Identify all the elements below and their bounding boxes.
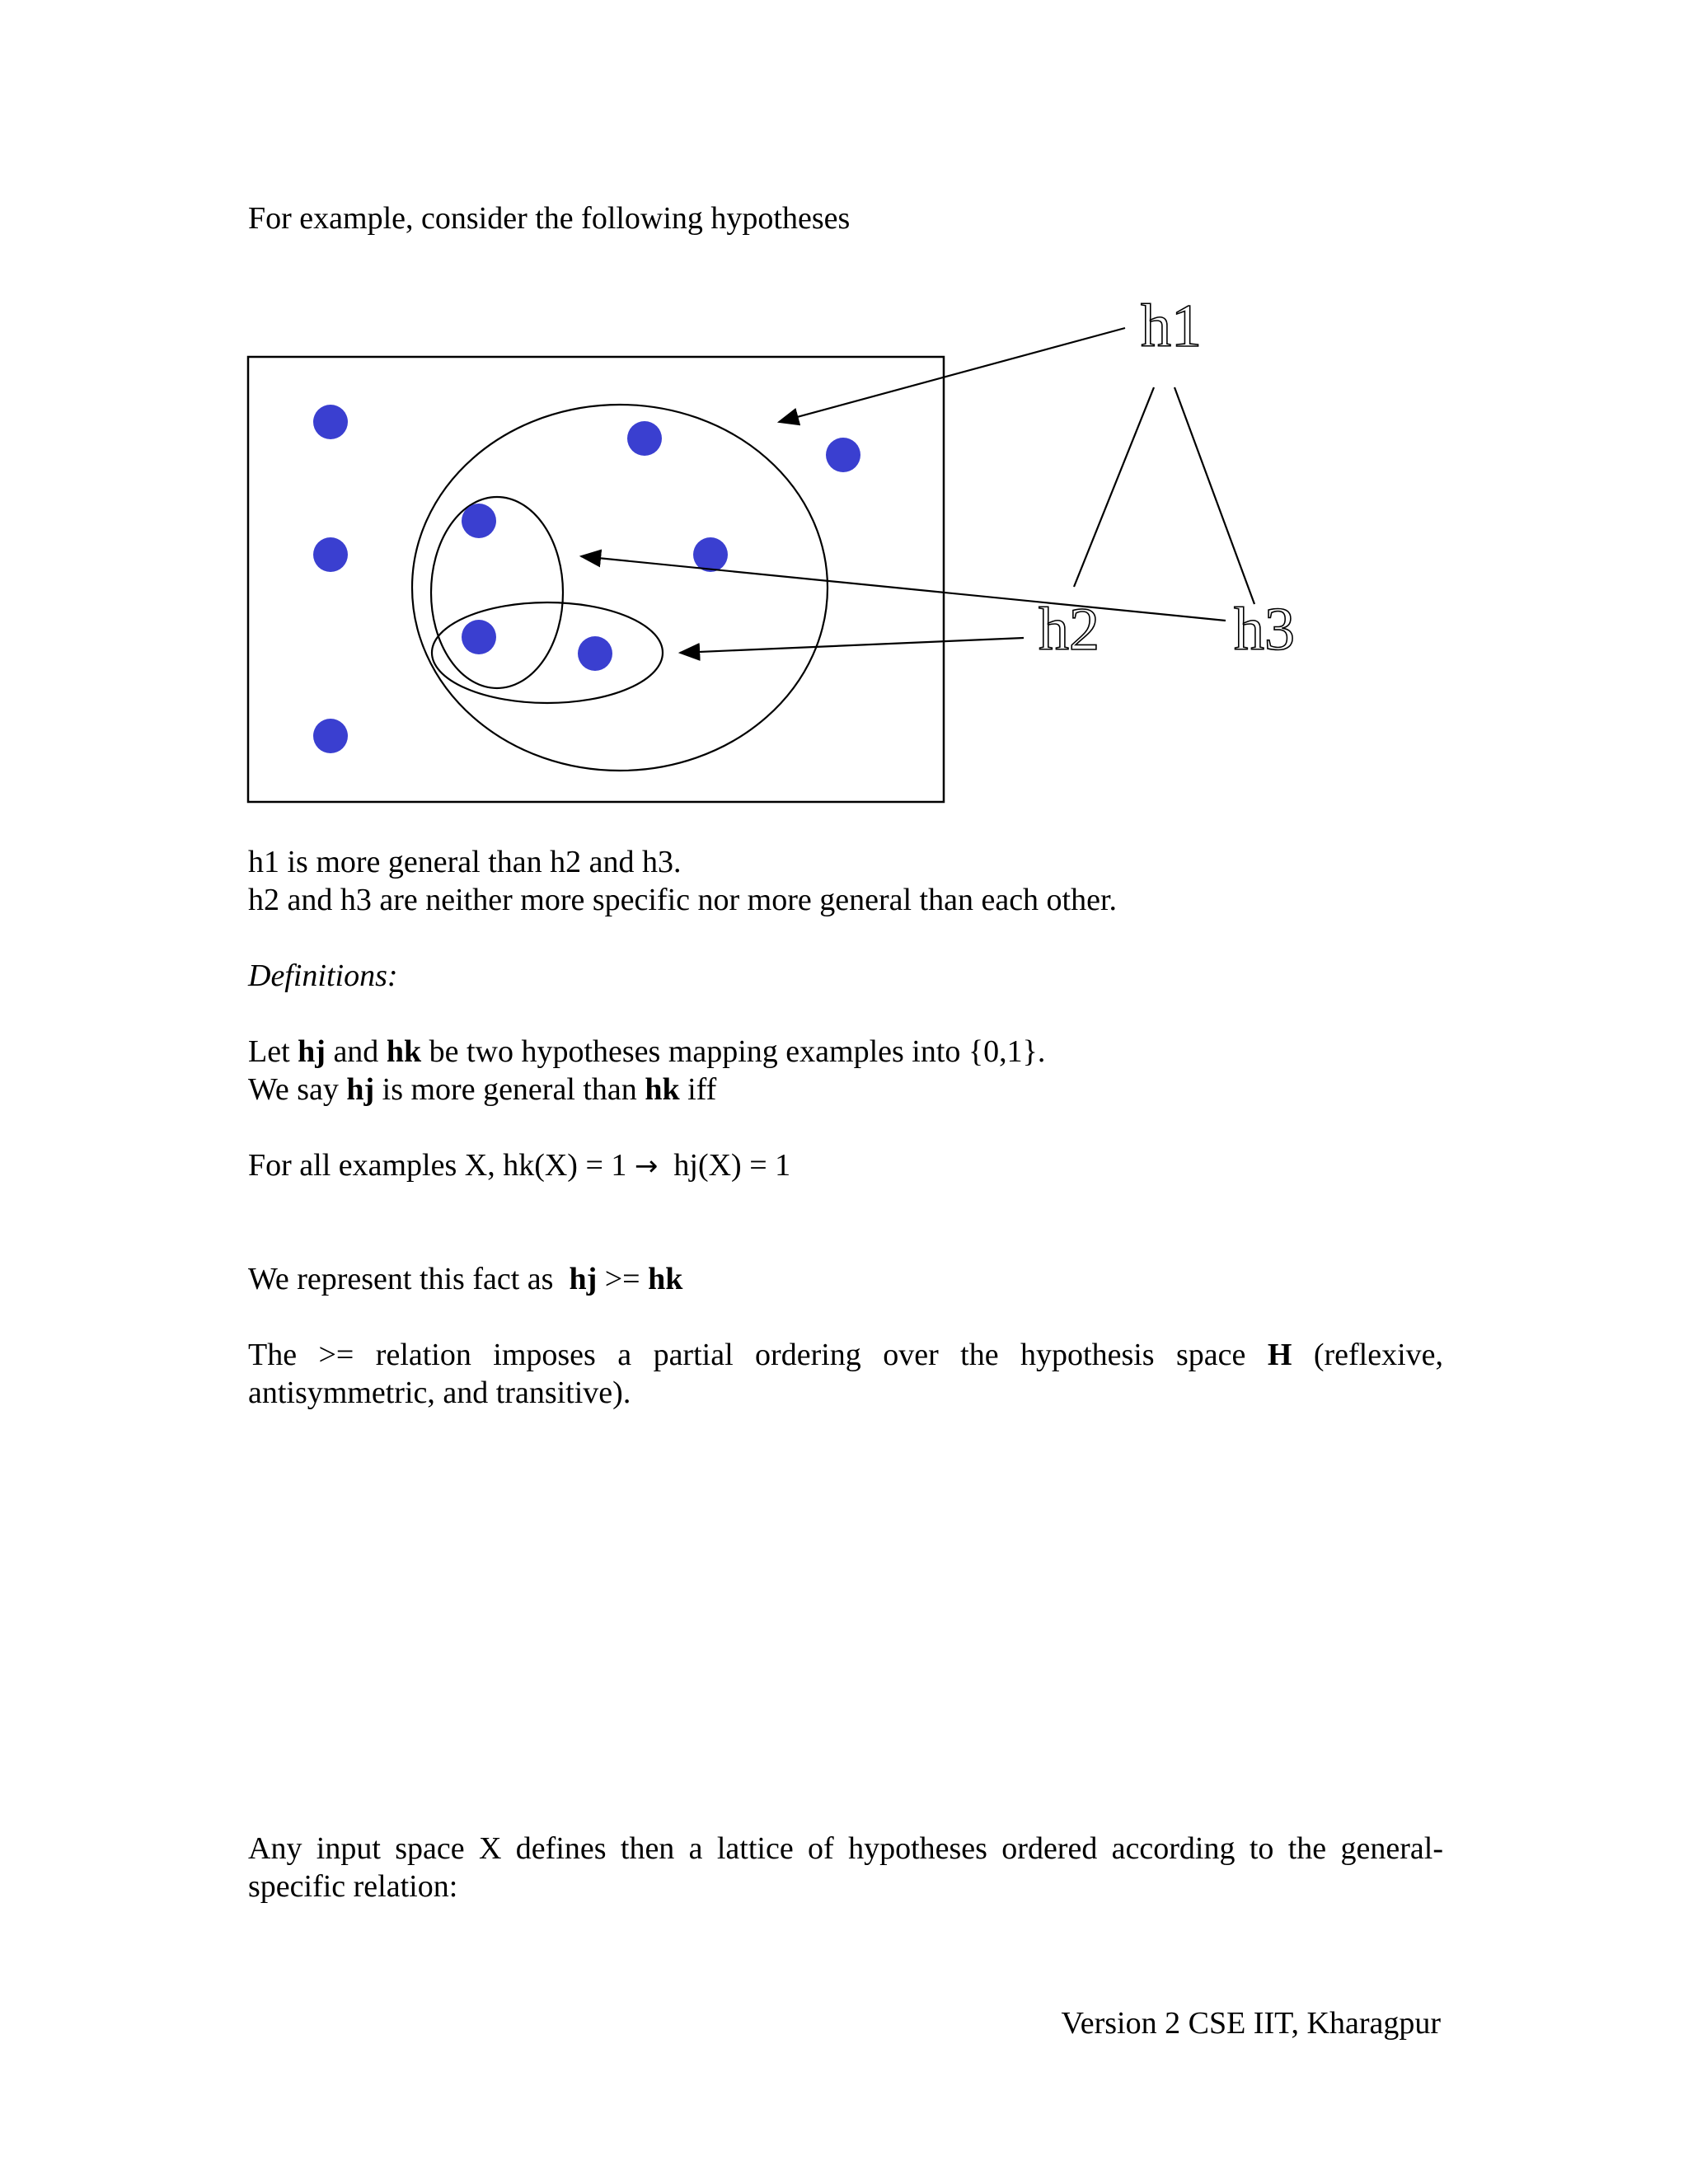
definition-text: Let — [248, 1034, 298, 1069]
point — [313, 537, 348, 572]
point — [462, 504, 496, 538]
hj-term: hj — [298, 1034, 326, 1069]
definitions-heading: Definitions: — [248, 958, 398, 993]
hk-term: hk — [648, 1262, 683, 1296]
hk-term: hk — [645, 1072, 680, 1107]
h2-arrow — [680, 638, 1024, 653]
definition-text: is more general than — [374, 1072, 645, 1107]
statement-line-1: h1 is more general than h2 and h3. — [248, 845, 682, 879]
implies-arrow-icon: → — [634, 1150, 659, 1183]
hypothesis-diagram — [0, 0, 1688, 824]
condition-right: hj(X) = 1 — [673, 1148, 791, 1183]
definition-text: and — [325, 1034, 387, 1069]
h1-label: h1 — [1141, 293, 1202, 360]
h3-label: h3 — [1234, 596, 1295, 663]
hj-term: hj — [346, 1072, 375, 1107]
condition-line — [248, 1146, 790, 1185]
h3-region — [431, 497, 563, 688]
point — [578, 636, 612, 671]
represent-line — [248, 1260, 682, 1298]
relation-paragraph — [248, 1336, 1443, 1412]
definition-text: iff — [679, 1072, 717, 1107]
hk-term: hk — [386, 1034, 422, 1069]
point — [313, 719, 348, 753]
statement-line-2: h2 and h3 are neither more specific nor more general than each other. — [248, 883, 1118, 917]
point — [826, 438, 860, 472]
point — [313, 405, 348, 439]
lattice-edge-h1-h2 — [1074, 387, 1154, 587]
h2-label: h2 — [1039, 596, 1100, 663]
relation-text: (reflexive, antisymmetric, and transitive). — [248, 1338, 1443, 1410]
condition-left: For all examples X, hk(X) = 1 — [248, 1148, 627, 1183]
h3-arrow — [581, 556, 1226, 621]
h1-region — [412, 405, 828, 771]
represent-text: We represent this fact as — [248, 1262, 570, 1296]
point — [462, 620, 496, 654]
point — [693, 537, 728, 572]
relation-text: The >= relation imposes a partial ordering over the hypothesis space — [248, 1338, 1268, 1372]
operator: >= — [597, 1262, 649, 1296]
instance-space-box — [248, 357, 944, 802]
page-footer: Version 2 CSE IIT, Kharagpur — [1061, 2006, 1441, 2041]
lattice-paragraph: Any input space X defines then a lattice of hypotheses ordered according to the general-specific relation: — [248, 1831, 1443, 1904]
point — [627, 421, 662, 456]
hypothesis-space-term: H — [1267, 1338, 1292, 1372]
lattice-edge-h1-h3 — [1175, 387, 1254, 604]
definition-line-1 — [248, 1033, 1045, 1071]
intro-text: For example, consider the following hypotheses — [248, 201, 851, 236]
definition-line-2 — [248, 1071, 716, 1108]
hj-term: hj — [569, 1262, 598, 1296]
definition-text: We say — [248, 1072, 347, 1107]
h1-arrow — [779, 328, 1125, 422]
definition-text: be two hypotheses mapping examples into {0,1}. — [421, 1034, 1046, 1069]
